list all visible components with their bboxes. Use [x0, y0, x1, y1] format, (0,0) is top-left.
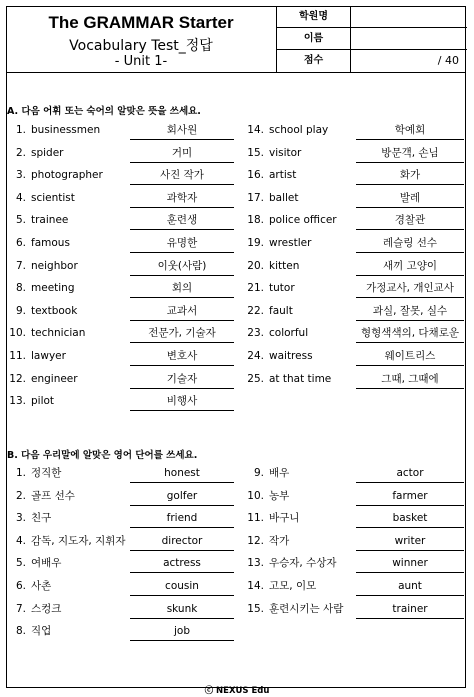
- list-item: [0, 347, 236, 365]
- list-item: [0, 324, 236, 342]
- test-header: [6, 6, 466, 73]
- answer-line: [356, 184, 464, 185]
- list-item: [238, 509, 470, 527]
- answer-field[interactable]: 사진 작가: [160, 169, 204, 182]
- list-item: [0, 464, 236, 482]
- item-number: 2.: [15, 489, 26, 502]
- item-prompt: photographer: [31, 169, 103, 182]
- list-item: [0, 554, 236, 572]
- item-number: 11.: [247, 512, 264, 525]
- score-row: [277, 50, 467, 72]
- list-item: [238, 166, 470, 184]
- list-item: [0, 487, 236, 505]
- answer-line: [356, 572, 464, 573]
- item-prompt: 스컹크: [31, 602, 62, 615]
- answer-line: [130, 640, 234, 641]
- title-block: [6, 6, 276, 72]
- list-item: [0, 302, 236, 320]
- answer-field[interactable]: 경찰관: [394, 214, 426, 227]
- item-prompt: pilot: [31, 395, 55, 408]
- list-item: [0, 166, 236, 184]
- item-number: 11.: [9, 350, 26, 362]
- answer-field[interactable]: 유명한: [166, 237, 198, 249]
- answer-field[interactable]: winner: [392, 557, 428, 570]
- item-number: 9.: [15, 304, 26, 317]
- answer-field[interactable]: 과실, 잘못, 실수: [372, 304, 448, 317]
- item-prompt: 작가: [269, 534, 290, 547]
- item-number: 6.: [15, 237, 26, 249]
- answer-field[interactable]: 회사원: [166, 124, 198, 136]
- answer-field[interactable]: job: [173, 625, 190, 638]
- answer-line: [130, 297, 234, 298]
- item-prompt: 고모, 이모: [269, 580, 317, 592]
- score-label: 점수: [277, 50, 351, 72]
- item-prompt: school play: [269, 124, 329, 136]
- item-number: 25.: [247, 372, 264, 385]
- list-item: [0, 144, 236, 162]
- answer-line: [356, 252, 464, 253]
- list-item: [238, 532, 470, 550]
- answer-line: [130, 207, 234, 208]
- item-number: 24.: [247, 350, 264, 362]
- item-number: 19.: [247, 237, 264, 249]
- answer-line: [356, 505, 464, 506]
- item-prompt: at that time: [269, 372, 332, 385]
- info-table: [276, 6, 467, 72]
- answer-field[interactable]: 웨이트리스: [384, 350, 436, 362]
- item-prompt: trainee: [31, 214, 69, 227]
- item-prompt: kitten: [269, 259, 300, 272]
- answer-line: [356, 229, 464, 230]
- unit-title: - Unit 1-: [114, 54, 168, 69]
- answer-line: [356, 595, 464, 596]
- answer-line: [130, 139, 234, 140]
- item-number: 12.: [9, 372, 26, 385]
- answer-line: [356, 275, 464, 276]
- answer-field[interactable]: farmer: [392, 489, 428, 502]
- item-prompt: ballet: [269, 191, 299, 204]
- list-item: [0, 509, 236, 527]
- answer-field[interactable]: 새끼 고양이: [382, 259, 438, 272]
- answer-line: [356, 482, 464, 483]
- item-number: 3.: [15, 169, 26, 182]
- name-label: 이름: [277, 28, 351, 50]
- answer-line: [130, 184, 234, 185]
- list-item: [238, 577, 470, 595]
- item-number: 18.: [247, 214, 264, 227]
- list-item: [0, 257, 236, 275]
- item-number: 12.: [247, 534, 264, 547]
- item-number: 5.: [15, 557, 26, 570]
- list-item: [238, 347, 470, 365]
- answer-line: [130, 320, 234, 321]
- list-item: [238, 211, 470, 229]
- answer-field[interactable]: 발레: [399, 191, 421, 204]
- answer-line: [356, 550, 464, 551]
- answer-line: [130, 388, 234, 389]
- answer-line: [130, 618, 234, 619]
- item-prompt: scientist: [31, 191, 75, 204]
- answer-field[interactable]: 가정교사, 개인교사: [366, 282, 454, 295]
- item-prompt: fault: [269, 304, 293, 317]
- answer-field[interactable]: basket: [392, 512, 428, 525]
- item-number: 15.: [247, 146, 264, 159]
- answer-line: [130, 342, 234, 343]
- list-item: [0, 279, 236, 297]
- answer-field[interactable]: 비행사: [166, 395, 198, 408]
- item-number: 14.: [247, 580, 264, 592]
- item-number: 17.: [247, 191, 264, 204]
- answer-field[interactable]: 그때, 그때에: [381, 372, 439, 385]
- item-number: 23.: [247, 327, 264, 340]
- answer-field[interactable]: 방문객, 손님: [381, 146, 439, 159]
- answer-line: [356, 320, 464, 321]
- answer-line: [130, 252, 234, 253]
- item-prompt: 훈련시키는 사람: [269, 602, 344, 615]
- item-number: 7.: [15, 602, 26, 615]
- item-number: 7.: [15, 259, 26, 272]
- name-row: [277, 28, 467, 50]
- item-prompt: police officer: [269, 214, 337, 227]
- item-prompt: 정직한: [31, 467, 62, 479]
- list-item: [0, 622, 236, 640]
- answer-line: [356, 139, 464, 140]
- list-item: [0, 370, 236, 388]
- item-number: 6.: [15, 580, 26, 592]
- item-number: 8.: [15, 282, 26, 295]
- list-item: [238, 279, 470, 297]
- section-b-title: B. 다음 우리말에 알맞은 영어 단어를 쓰세요.: [7, 450, 198, 461]
- item-number: 13.: [247, 557, 264, 570]
- item-prompt: spider: [31, 146, 64, 159]
- item-prompt: waitress: [269, 350, 313, 362]
- item-prompt: lawyer: [31, 350, 66, 362]
- answer-line: [356, 342, 464, 343]
- item-number: 4.: [15, 534, 26, 547]
- list-item: [238, 189, 470, 207]
- academy-field[interactable]: [357, 6, 459, 28]
- answer-line: [130, 410, 234, 411]
- answer-line: [356, 162, 464, 163]
- answer-field[interactable]: 거미: [171, 146, 193, 159]
- list-item: [0, 532, 236, 550]
- answer-line: [130, 550, 234, 551]
- copyright-footer: ⓒ NEXUS Edu: [204, 686, 270, 696]
- answer-field[interactable]: friend: [166, 512, 198, 525]
- answer-field[interactable]: cousin: [165, 580, 199, 592]
- item-number: 14.: [247, 124, 264, 136]
- item-prompt: 친구: [31, 512, 52, 525]
- answer-field[interactable]: writer: [394, 534, 426, 547]
- item-prompt: artist: [269, 169, 297, 182]
- item-number: 2.: [15, 146, 26, 159]
- item-number: 1.: [15, 467, 26, 479]
- list-item: [238, 302, 470, 320]
- answer-field[interactable]: golfer: [166, 489, 198, 502]
- answer-line: [356, 365, 464, 366]
- list-item: [238, 600, 470, 618]
- item-prompt: tutor: [269, 282, 295, 295]
- item-number: 15.: [247, 602, 264, 615]
- item-prompt: 골프 선수: [31, 489, 75, 502]
- item-number: 16.: [247, 169, 264, 182]
- test-title: Vocabulary Test_정답: [69, 38, 213, 54]
- item-number: 10.: [9, 327, 26, 340]
- answer-line: [356, 297, 464, 298]
- item-number: 5.: [15, 214, 26, 227]
- answer-line: [130, 275, 234, 276]
- answer-field[interactable]: 형형색색의, 다채로운: [361, 327, 459, 340]
- list-item: [238, 464, 470, 482]
- answer-field[interactable]: trainer: [392, 602, 428, 615]
- item-prompt: engineer: [31, 372, 78, 385]
- item-prompt: colorful: [269, 327, 309, 340]
- list-item: [0, 392, 236, 410]
- list-item: [238, 257, 470, 275]
- item-prompt: 사촌: [31, 580, 52, 592]
- item-number: 9.: [253, 467, 264, 479]
- item-number: 21.: [247, 282, 264, 295]
- item-prompt: neighbor: [31, 259, 78, 272]
- answer-line: [130, 595, 234, 596]
- academy-label: 학원명: [277, 6, 351, 28]
- item-prompt: 배우: [269, 467, 290, 479]
- item-number: 1.: [15, 124, 26, 136]
- answer-field[interactable]: 교과서: [166, 304, 198, 317]
- list-item: [0, 189, 236, 207]
- item-prompt: 바구니: [269, 512, 300, 525]
- item-prompt: famous: [31, 237, 70, 249]
- answer-line: [356, 618, 464, 619]
- section-a-title: A. 다음 어휘 또는 숙어의 알맞은 뜻을 쓰세요.: [7, 106, 201, 117]
- list-item: [238, 324, 470, 342]
- answer-field[interactable]: 화가: [399, 169, 421, 182]
- item-prompt: meeting: [31, 282, 75, 295]
- item-prompt: technician: [31, 327, 86, 340]
- answer-field[interactable]: 과학자: [166, 191, 198, 204]
- answer-field[interactable]: 훈련생: [166, 214, 198, 227]
- answer-line: [130, 482, 234, 483]
- item-number: 3.: [15, 512, 26, 525]
- answer-field[interactable]: skunk: [166, 602, 198, 615]
- answer-line: [356, 527, 464, 528]
- answer-field[interactable]: actress: [163, 557, 201, 570]
- answer-line: [356, 207, 464, 208]
- list-item: [238, 487, 470, 505]
- list-item: [238, 234, 470, 252]
- answer-line: [130, 527, 234, 528]
- answer-field[interactable]: 레슬링 선수: [382, 237, 438, 249]
- list-item: [238, 121, 470, 139]
- answer-field[interactable]: 전문가, 기술자: [148, 327, 216, 340]
- answer-field[interactable]: honest: [164, 467, 200, 479]
- item-number: 20.: [247, 259, 264, 272]
- item-number: 10.: [247, 489, 264, 502]
- answer-line: [356, 388, 464, 389]
- item-number: 8.: [15, 625, 26, 638]
- answer-field[interactable]: actor: [396, 467, 424, 479]
- name-field[interactable]: [357, 28, 459, 50]
- list-item: [238, 370, 470, 388]
- academy-row: [277, 6, 467, 28]
- answer-line: [130, 365, 234, 366]
- answer-field[interactable]: director: [161, 534, 203, 547]
- item-prompt: 여배우: [31, 557, 62, 570]
- item-prompt: 감독, 지도자, 지휘자: [31, 534, 126, 547]
- list-item: [238, 554, 470, 572]
- item-prompt: 우승자, 수상자: [269, 557, 337, 570]
- item-prompt: 농부: [269, 489, 290, 502]
- answer-field[interactable]: 이웃(사람): [157, 259, 207, 272]
- answer-field[interactable]: 회의: [171, 282, 193, 295]
- item-prompt: wrestler: [269, 237, 312, 249]
- item-number: 4.: [15, 191, 26, 204]
- answer-line: [130, 229, 234, 230]
- answer-field[interactable]: 변호사: [166, 350, 198, 362]
- answer-field[interactable]: 학예회: [394, 124, 426, 136]
- item-prompt: visitor: [269, 146, 302, 159]
- score-value: / 40: [437, 54, 459, 67]
- item-number: 13.: [9, 395, 26, 408]
- item-prompt: 직업: [31, 625, 52, 638]
- answer-field[interactable]: 기술자: [166, 372, 198, 385]
- list-item: [0, 577, 236, 595]
- list-item: [0, 600, 236, 618]
- book-title: The GRAMMAR Starter: [48, 13, 234, 32]
- answer-field[interactable]: aunt: [398, 580, 422, 592]
- answer-line: [130, 572, 234, 573]
- item-prompt: businessmen: [31, 124, 101, 136]
- list-item: [0, 121, 236, 139]
- answer-line: [130, 162, 234, 163]
- answer-line: [130, 505, 234, 506]
- list-item: [238, 144, 470, 162]
- item-prompt: textbook: [31, 304, 78, 317]
- list-item: [0, 234, 236, 252]
- list-item: [0, 211, 236, 229]
- item-number: 22.: [247, 304, 264, 317]
